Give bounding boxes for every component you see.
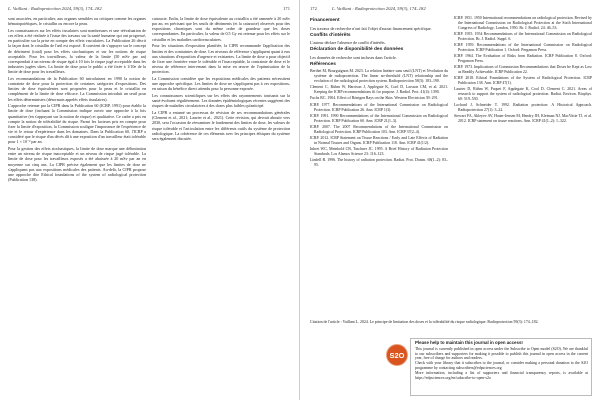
- reference-item: ICRP. 2018. Ethical Foundations of the System of Radiological Protection. ICRP Publication 138. Ann. ICRP 47(1).: [454, 76, 592, 85]
- reference-item: ICRP. 1964. The Evaluation of Risks from Radiation. ICRP Publication 8. Oxford: Pergamon Press.: [454, 54, 592, 63]
- running-head: L. Vaillant : Radioprotection 2024, 59(3), 174–182: [332, 6, 426, 11]
- paragraph: Pour la gestion des effets stochastiques, la limite de dose marque une délimitation entre un niveau de risque inacceptable et un niveau de risque jugé tolérable. La limite de dose pour les travailleurs exposés a été abaissée à 20 mSv par an en moyenne sur cinq ans. La CIPR précise également que les limites de dose ne s'appliquent pas aux expositions médicales des patients. Au-delà, la CIPR propose une approche dite Ethical foundations of the system of radiological protection (Publication 138).: [8, 146, 146, 183]
- conflicts-text: L'auteur déclare l'absence de conflit d'intérêts.: [310, 40, 386, 46]
- paragraph: Les connaissances sur les effets tissulaires sont nombreuses et une réévaluation de ces effets a été réalisée à l'issue des travaux sur la santé humaine qui ont progressé, en particulier sur la prise en compte des effets vasculaires. La Publication 26 décrit la façon dont le cristallin de l'œil est exposé. Il convient de s'appuyer sur le concept de détriment (total) pour les effets stochastiques et sur les notions de risque acceptable. Pour les travailleurs, la valeur de la limite (50 mSv par an) correspondait à un niveau de risque égal à 10 fois le risque jugé acceptable dans les industries jugées sûres. La limite de dose pour le public a été fixée à 1/10e de la limite de dose pour les travailleurs.: [8, 27, 146, 75]
- section-heading-references: Références: [310, 61, 336, 67]
- funding-text: Ces travaux de recherche n'ont fait l'objet d'aucun financement spécifique.: [310, 25, 432, 31]
- left-column-1: [8, 16, 146, 396]
- section-heading-conflicts: Conflits d'intérêts: [310, 32, 351, 38]
- reference-item: ICRP. 1991. 1990 Recommendations of the International Commission on Radiological Protection. ICRP Publication 60. Ann. ICRP 21(1–3).: [310, 113, 448, 123]
- reference-item: Inkret WC, Meinhold CB, Taschner JC. 1995. A Brief History of Radiation Protection Standards. Los Alamos Science 23: 116–123.: [310, 147, 448, 156]
- reference-item: ICRP. 1951. 1950 International recommendations on radiological protection. Revised by the International Commission on Radiological Protection at the Sixth International Congress of Radiology, London, 1950. Br. J. Radiol. 24: 46–53.: [454, 16, 592, 30]
- s2o-logo: [386, 344, 408, 366]
- section-heading-funding: Financement: [310, 18, 340, 23]
- running-head: L. Vaillant : Radioprotection 2024, 59(3), 174–182: [8, 6, 102, 11]
- reference-item: ICRP. 1977. Recommendations of the International Commission on Radiological Protection. ICRP Publication 26. Ann. ICRP 1(3).: [310, 102, 448, 112]
- page-number: 171: [283, 6, 290, 11]
- citation-text: Citation de l'article : Vaillant L. 2024. Le principe de limitation des doses et la tolérabilité du risque radiologique. Radioprotection 59(3): 174–182.: [310, 320, 539, 324]
- right-column-2: [454, 16, 592, 334]
- page-number: 172: [310, 6, 317, 11]
- paragraph: Les connaissances scientifiques sur les effets des rayonnements ionisants sur la santé évoluent régulièrement. Les données épidémiologiques récentes suggèrent des risques de maladies circulatoires à des doses plus faibles qu'anticipé.: [152, 92, 290, 109]
- left-columns: [8, 16, 290, 396]
- left-page-header: [8, 4, 290, 14]
- s2o-logo-text: S2O: [389, 350, 405, 360]
- right-column-1: [310, 16, 448, 334]
- paragraph: sont associées, en particulier, aux organes sensibles ou critiques comme les organes hématopoïétiques, le cristallin ou encore la peau.: [8, 16, 146, 27]
- reference-item: Laurier D, Rühm W, Paquet F, Applegate K, Cool D, Clement C. 2021. Areas of research to support the system of radiological protection. Radiat. Environ. Biophys. 60: 519–530.: [454, 87, 592, 101]
- open-access-paragraph: This journal is currently published in open access under the Subscribe to Open model (S2O). We are thankful to our subscribers and supporters for making it possible to publish this journal in open access in the current year, free of charge for authors and readers.: [415, 346, 588, 361]
- reference-item: ICRP. 1959. Recommendations of the International Commission on Radiological Protection. ICRP Publication 1. Oxford: Pergamon Press.: [454, 42, 592, 52]
- left-column-2: [152, 16, 290, 396]
- paragraph: La CIPR a entamé un processus de révision de ses recommandations générales (Clement et al., 2021; Laurier et al., 2021). Cette révision, qui devrait aboutir vers 2030, sera l'occasion de réexaminer le fondement des limites de dose, les valeurs de risque tolérable et l'articulation entre les différents outils du système de protection radiologique. La cohérence de ces éléments avec les principes éthiques du système sera également discutée.: [152, 110, 290, 141]
- data-availability-text: Les données de recherche sont incluses dans l'article.: [310, 54, 397, 60]
- paragraph: Les recommandations de la Publication 60 introduisent en 1990 la notion de contrainte de dose pour la protection de certaines catégories d'expositions. Des limites de dose équivalentes sont proposées pour la peau et le cristallin en complément de la limite de dose efficace. La Commission introduit un seuil pour les effets déterministes (désormais appelés effets tissulaires).: [8, 75, 146, 102]
- open-access-box-title: Please help to maintain this journal in open access!: [415, 340, 523, 345]
- open-access-box: [410, 338, 592, 396]
- reference-item: ICRP. 1973. Implications of Commission Recommendations that Doses be Kept as Low as Readily Achievable. ICRP Publication 22.: [454, 65, 592, 74]
- paragraph: Pour les situations d'exposition planifiée, la CIPR recommande l'application des limites et des contraintes de dose. Les niveaux de référence s'appliquent quant à eux aux situations d'exposition d'urgence et existantes. La limite de dose a pour objectif de fixer une frontière entre le tolérable et l'inacceptable, la contrainte de dose et le niveau de référence intervenant dans la mise en œuvre de l'optimisation de la protection.: [152, 43, 290, 75]
- paragraph: cataracte. Enfin, la limite de dose équivalente au cristallin a été ramenée à 20 mSv par an, en précisant que les seuils de détriments (et la cataracte) observés pour des expositions chroniques sont du même ordre de grandeur que les doses correspondantes. En particulier, la valeur de 0,5 Gy est retenue pour les effets sur le cristallin et les maladies cardiovasculaires.: [152, 16, 290, 42]
- reference-item: ICRP. 1955. 1954 Recommendations of the International Commission on Radiological Protection. Br. J. Radiol. Suppl. 6.: [454, 31, 592, 41]
- paragraph: L'approche retenue par la CIPR dans la Publication 60 (ICRP, 1991) pour établir la limite de dose (incluant la Commission indique ouvrir une approche à la fois quantitative (en s'appuyant sur la notion de risque) et qualitative. Ce cadre a pris en compte la notion de tolérabilité du risque. Parmi les facteurs pris en compte pour fixer la limite d'exposition, la Commission souligne l'importance de l'expérience de vie et le retour d'expérience dans les domaines. Dans la Publication 60, l'ICRP a considéré que le risque d'un décès dû à une exposition d'un travailleur était tolérable pour 1 × 10⁻³ par an.: [8, 103, 146, 145]
- article-citation: [310, 320, 592, 325]
- reference-item: Stewart FA, Akleyev AV, Hauer-Jensen M, Hendry JH, Kleiman NJ, MacVittie TJ, et al. 2012. ICRP statement on tissue reactions. Ann. ICRP 41(1–2): 1–322.: [454, 114, 592, 123]
- right-page-header: [310, 4, 592, 14]
- reference-item: Lochard J, Schneider T. 1992. Radiation protection: A Historical Approach. Radioprotection 27(1): 3–22.: [454, 103, 592, 112]
- page-gutter: [299, 0, 300, 400]
- reference-item: Fuchs RC. 1904. Effect of Röntgen Rays on the Skin. Western Electrician 39: 291.: [310, 96, 439, 101]
- open-access-paragraph[interactable]: More information, including a list of supporters and financial transparency reports, is available at https://edpsciences.org/en/subscribe-to-open-s2o: [415, 370, 588, 380]
- paragraph: La Commission considère que les expositions médicales des patients nécessitent une approche spécifique. Les limites de dose ne s'appliquent pas à ces expositions, en raison du bénéfice direct attendu pour la personne exposée.: [152, 75, 290, 92]
- reference-item: Berthet M, Bourguignon M. 2023. La relation linéaire sans seuil (LNT) et l'évolution du système de radioprotection. The linear no-threshold (LNT) relationship and the evolution of the radiological protection system. Radioprotection 58(3): 183–190.: [310, 69, 448, 83]
- reference-item: Clement C, Rühm W, Harrison J, Applegate K, Cool D, Larsson CM, et al. 2021. Keeping the ICRP recommendations fit for purpose. J. Radiol. Prot. 41(4): 1390.: [310, 85, 448, 95]
- right-columns: [310, 16, 592, 334]
- reference-item: Lindell B. 1996. The history of radiation protection. Radiat. Prot. Dosim. 68(1–2): 83–95.: [310, 158, 448, 167]
- reference-item: ICRP. 2012. ICRP Statement on Tissue Reactions / Early and Late Effects of Radiation in Normal Tissues and Organs. ICRP Publication 118. Ann. ICRP 41(1/2).: [310, 136, 448, 145]
- open-access-paragraph[interactable]: Check with your library that it subscribes to the journal, or consider making a personal donation to the S2O programme by contacting subscribers@edpsciences.org: [415, 361, 588, 370]
- section-heading-data-availability: Déclaration de disponibilité des données: [310, 47, 404, 53]
- reference-item: ICRP. 2007. The 2007 Recommendations of the International Commission on Radiological Protection. ICRP Publication 103. Ann. ICRP 37(2–4).: [310, 124, 448, 134]
- left-page: [0, 0, 298, 400]
